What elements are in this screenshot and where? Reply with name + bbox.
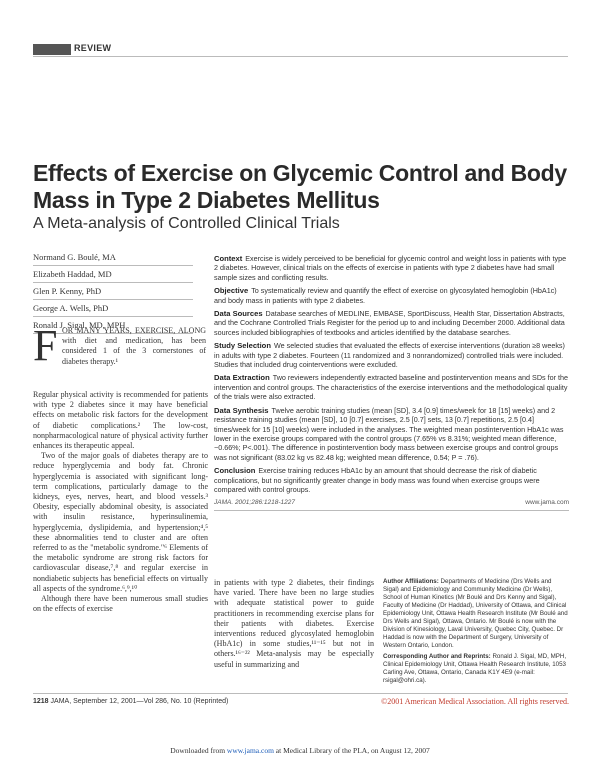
corresponding-text: Ronald J. Sigal, MD, MPH, Clinical Epidemiology Unit, Ottawa Health Research Institute, 1053 Carling Ave, Ottawa, Ontario, Canada K1Y 4E9 (e-mail: rsigal@ohri.ca). xyxy=(383,653,567,684)
author: Elizabeth Haddad, MD xyxy=(33,266,193,283)
article-subtitle: A Meta-analysis of Controlled Clinical Trials xyxy=(33,215,340,232)
abstract-text: We selected studies that evaluated the effects of exercise interventions (duration ≥8 weeks) in adults with type 2 diabetes. Fourteen (11 randomized and 3 nonrandomized) controlled trials were included. Studies that included drug cointerventions were excluded. xyxy=(214,341,565,370)
abstract-text: Exercise is widely perceived to be beneficial for glycemic control and weight loss in patients with type 2 diabetes. However, clinical trials on the effects of exercise in patients with type 2 diabetes have had small sample sizes and conflicting results. xyxy=(214,254,567,282)
abstract-text: Twelve aerobic training studies (mean [SD], 3.4 [0.9] times/week for 18 [15] weeks) and 2 resistance training studies (mean [SD], 10 [0.7] exercises, 2.5 [0.7] sets, 13 [0.7] repetitions, 2.5 [0.4] times/week for 15 [10] weeks) were included in the analyses. The weighted mean postintervention HbA1c was lower in the exercise groups compared with the control groups (7.65% vs 8.31%; weighted mean difference, −0.66%; P<.001). The difference in postintervention body mass between exercise groups and control groups was not significant (83.02 kg vs 82.48 kg; weighted mean difference, 0.54; P = .76). xyxy=(214,405,564,462)
section-label: REVIEW xyxy=(74,43,112,53)
abstract-heading: Data Sources xyxy=(214,309,263,319)
drop-cap: F xyxy=(33,321,58,370)
affiliation-heading: Author Affiliations: xyxy=(383,578,439,585)
abstract-heading: Context xyxy=(214,254,243,263)
citation-line xyxy=(214,498,569,510)
journal-issue: JAMA, September 12, 2001—Vol 286, No. 10 (Reprinted) xyxy=(50,698,229,705)
abstract-conclusion xyxy=(214,466,569,494)
abstract-context xyxy=(214,254,569,282)
affiliation-text: Departments of Medicine (Drs Wells and Sigal) and Epidemiology and Community Medicine (Dr Wells), School of Human Kinetics (Mr Boulé and Drs Kenny and Sigal), Faculty of Medicine (Dr Haddad), University of Ottawa, and Clinical Epidemiology Unit, Ottawa Health Research Institute (Mr Boulé and Drs Wells and Sigal), Ottawa, Ontario. Mr Boulé is now with the Division of Kinesiology, Laval University, Quebec City, Quebec. Dr Haddad is now with the Department of Surgery, University of Western Ontario, London. xyxy=(383,578,568,649)
abstract-text: Two reviewers independently extracted baseline and postintervention means and SDs for the intervention and control groups. The characteristics of the exercise interventions and the methodological quality of the trials were also extracted. xyxy=(214,373,568,402)
download-suffix: at Medical Library of the PLA, on August 12, 2007 xyxy=(275,746,430,755)
body-paragraph: in patients with type 2 diabetes, their findings have varied. There have been no large studies with adequate statistical power to guide practitioners in recommending exercise plans for their patients with diabetes. Exercise interventions reduced glycosylated hemoglobin (HbA1c) in some studies,¹¹⁻¹⁵ but not in others.¹⁶⁻²² Meta-analysis may be especially useful in summarizing and xyxy=(214,578,374,669)
body-column-1-top xyxy=(62,326,206,367)
abstract-synthesis xyxy=(214,406,569,462)
corresponding-heading: Corresponding Author and Reprints: xyxy=(383,653,491,660)
copyright: ©2001 American Medical Association. All rights reserved. xyxy=(381,697,569,706)
article-title: Effects of Exercise on Glycemic Control and Body Mass in Type 2 Diabetes Mellitus xyxy=(33,160,567,213)
abstract xyxy=(214,254,569,511)
body-paragraph: OR MANY YEARS, EXERCISE, ALONG with diet and medication, has been considered 1 of the 3 cornerstones of diabetes therapy.¹ xyxy=(62,326,206,366)
body-column-1 xyxy=(33,390,208,614)
abstract-objective xyxy=(214,286,569,305)
author: Normand G. Boulé, MA xyxy=(33,249,193,266)
website-link[interactable]: www.jama.com xyxy=(525,499,569,507)
abstract-heading: Objective xyxy=(214,286,249,296)
footer-rule xyxy=(33,693,568,694)
author: Glen P. Kenny, PhD xyxy=(33,283,193,300)
author-list xyxy=(33,249,193,334)
citation: JAMA. 2001;286:1218-1227 xyxy=(214,499,295,507)
abstract-heading: Study Selection xyxy=(214,341,271,351)
download-prefix: Downloaded from xyxy=(170,746,226,755)
body-column-2 xyxy=(214,578,374,670)
download-notice xyxy=(0,746,600,755)
author: Ronald J. Sigal, MD, MPH xyxy=(33,317,193,334)
abstract-heading: Data Extraction xyxy=(214,373,270,383)
footer-journal xyxy=(33,698,228,705)
section-bar xyxy=(33,44,71,55)
abstract-text: Database searches of MEDLINE, EMBASE, SportDiscuss, Health Star, Dissertation Abstracts, and the Cochrane Controlled Trials Register for the period up to and including December 2000. Additional data sources included bibliographies of textbooks and articles identified by the database searches. xyxy=(214,309,565,337)
body-paragraph: Although there have been numerous small studies on the effects of exercise xyxy=(33,594,208,614)
page-number: 1218 xyxy=(33,698,49,705)
header-rule xyxy=(33,56,568,57)
affiliation-block xyxy=(383,578,569,650)
abstract-extraction xyxy=(214,373,569,401)
abstract-heading: Conclusion xyxy=(214,466,256,476)
abstract-text: Exercise training reduces HbA1c by an amount that should decrease the risk of diabetic complications, but no significantly greater change in body mass was found when exercise groups were compared with control groups. xyxy=(214,466,540,494)
body-paragraph: Two of the major goals of diabetes therapy are to reduce hyperglycemia and body fat. Chronic hyperglycemia is associated with significant long-term complications, particularly damage to the kidneys, eyes, nerves, heart, and blood vessels.³ Obesity, especially abdominal obesity, is associated with insulin resistance, hyperinsulinemia, hyperglycemia, dyslipidemia, and hypertension;⁴,⁵ these abnormalities tend to cluster and are often referred to as the "metabolic syndrome."⁶ Elements of the metabolic syndrome are strong risk factors for cardiovascular disease,⁷,⁸ and regular exercise in nondiabetic subjects has beneficial effects on virtually all aspects of the syndrome.⁶,⁹,¹⁰ xyxy=(33,451,208,593)
author-affiliations xyxy=(383,578,569,685)
download-link[interactable]: www.jama.com xyxy=(226,746,274,755)
corresponding-block xyxy=(383,653,569,685)
abstract-selection xyxy=(214,341,569,369)
abstract-heading: Data Synthesis xyxy=(214,405,269,415)
abstract-text: To systematically review and quantify the effect of exercise on glycosylated hemoglobin (HbA1c) and body mass in patients with type 2 diabetes. xyxy=(214,286,557,305)
author: George A. Wells, PhD xyxy=(33,300,193,317)
body-paragraph: Regular physical activity is recommended for patients with type 2 diabetes since it may have beneficial effects on metabolic risk factors for the development of diabetic complications.² The low-cost, nonpharmacological nature of physical activity further enhances its therapeutic appeal. xyxy=(33,390,208,451)
abstract-sources xyxy=(214,309,569,337)
